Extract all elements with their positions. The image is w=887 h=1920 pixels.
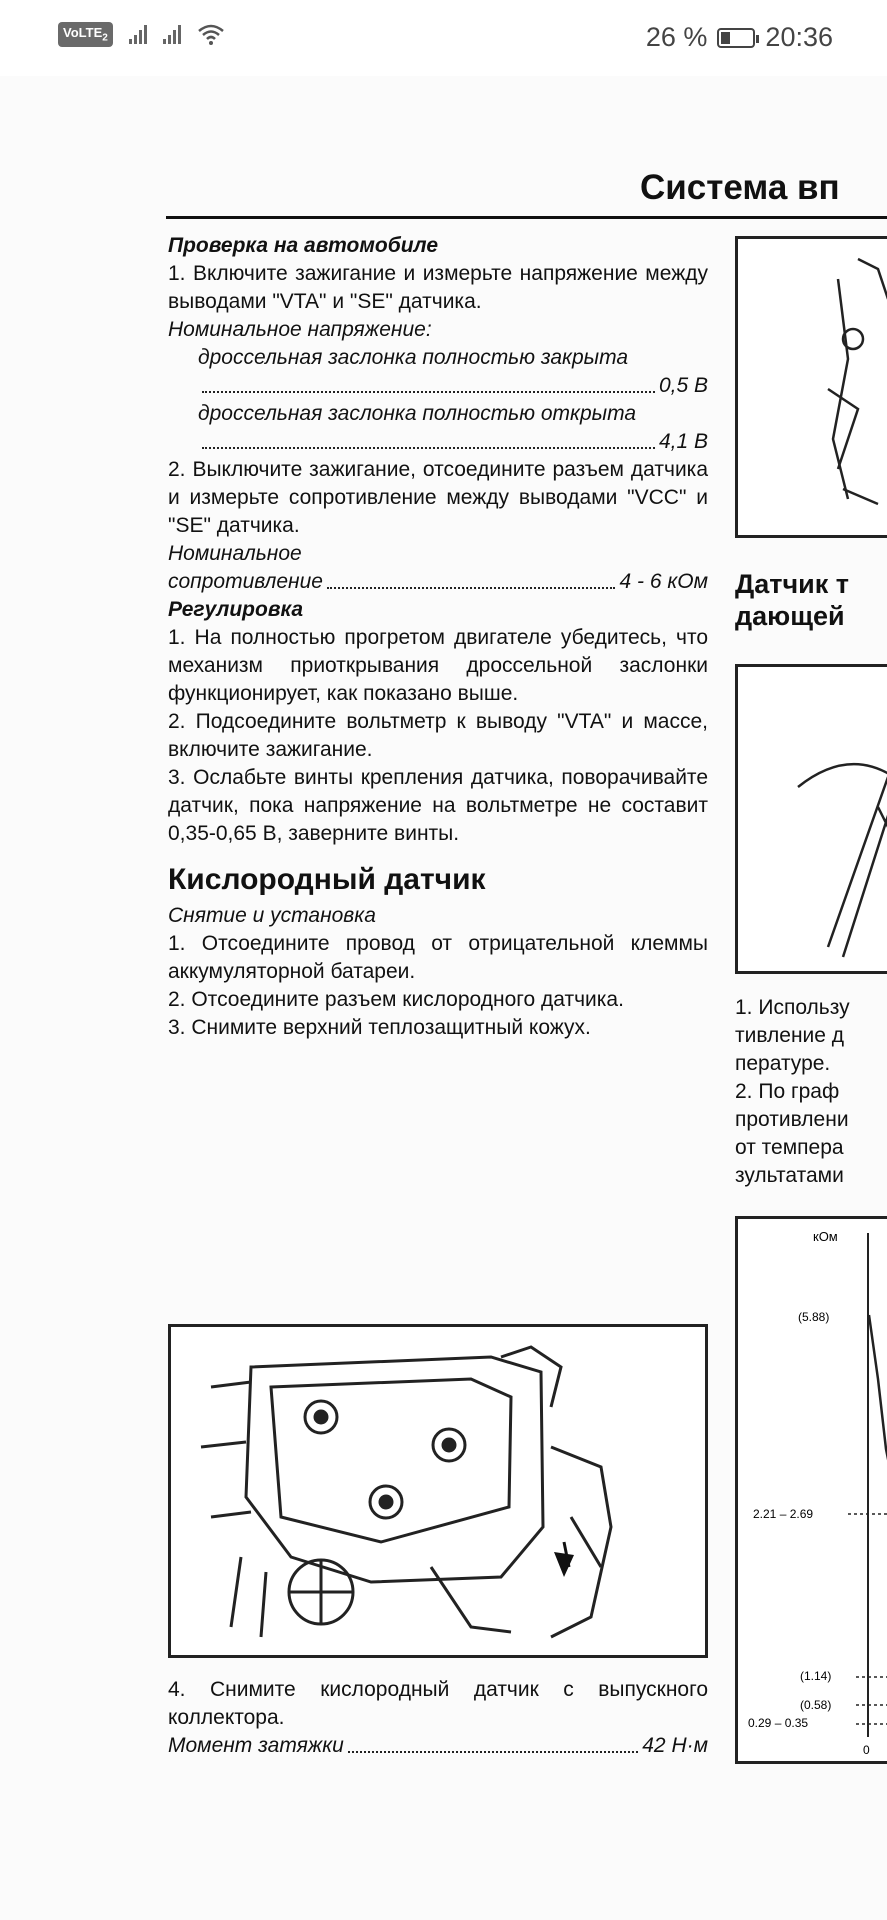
- o2-step-2: 2. Отсоедините разъем кислородного датчика.: [168, 988, 624, 1011]
- right-line-3: пературе.: [735, 1052, 831, 1075]
- resistance-label: сопротивление: [168, 570, 323, 593]
- right-text-block: [735, 994, 887, 1190]
- graph-y-label-4: (0.58): [800, 1698, 832, 1712]
- title-rule: [166, 216, 887, 219]
- right-line-7: зультатами: [735, 1164, 844, 1187]
- graph-y-label-2: 2.21 – 2.69: [753, 1507, 814, 1521]
- status-bar: [0, 0, 887, 76]
- graph-y-label-3: (1.14): [800, 1669, 832, 1683]
- open-value: 4,1 В: [658, 430, 708, 453]
- right-line-6: от темпера: [735, 1136, 844, 1159]
- document-page[interactable]: [0, 76, 887, 1920]
- resistance-graph: [735, 1216, 887, 1764]
- graph-x-label: 0: [863, 1743, 870, 1757]
- resistance-value: 4 - 6 кОм: [619, 570, 708, 593]
- sensor-drawing: [738, 239, 887, 537]
- graph-y-label-1: (5.88): [798, 1310, 830, 1324]
- status-left: [58, 22, 225, 47]
- check-step-2: 2. Выключите зажигание, отсоедините разъем датчика и измерьте сопротивление между выводами "VCC" и "SE" датчика.: [168, 458, 708, 537]
- adjust-step-2: 2. Подсоедините вольтметр к выводу "VTA" и массе, включите зажигание.: [168, 710, 708, 761]
- resistance-spec: [168, 568, 708, 596]
- graph-svg: [738, 1219, 887, 1763]
- nominal-resistance-label: Номинальное: [168, 542, 302, 565]
- right-line-2: тивление д: [735, 1024, 845, 1047]
- signal-sim1-icon: [129, 24, 147, 44]
- temp-sensor-illustration: [735, 664, 887, 974]
- graph-unit: кОм: [813, 1229, 838, 1244]
- open-label: дроссельная заслонка полностью открыта: [198, 402, 637, 425]
- signal-sim2-icon: [163, 24, 181, 44]
- engine-drawing: [171, 1327, 705, 1655]
- right-line-4: 2. По граф: [735, 1080, 840, 1103]
- closed-label: дроссельная заслонка полностью закрыта: [198, 346, 629, 369]
- o2-step-3: 3. Снимите верхний теплозащитный кожух.: [168, 1016, 591, 1039]
- status-right: [646, 22, 833, 53]
- temp-sensor-heading-1: Датчик т: [735, 569, 849, 599]
- engine-illustration: [168, 1324, 708, 1658]
- o2-step-4: 4. Снимите кислородный датчик с выпускного коллектора.: [168, 1678, 708, 1729]
- left-column: [168, 232, 708, 1042]
- battery-icon: [717, 28, 755, 48]
- volte-icon: [58, 22, 113, 47]
- volte-label: VoLTE: [63, 25, 103, 40]
- graph-y-label-5: 0.29 – 0.35: [748, 1716, 809, 1730]
- adjust-step-1: 1. На полностью прогретом двигателе убедитесь, что механизм приоткрывания дроссельной заслонки функционирует, как показано выше.: [168, 626, 708, 705]
- adjust-heading: Регулировка: [168, 598, 304, 621]
- o2-sensor-heading: Кислородный датчик: [168, 863, 486, 896]
- wifi-icon: [197, 23, 225, 45]
- adjust-step-3: 3. Ослабьте винты крепления датчика, поворачивайте датчик, пока напряжение на вольтметре не составит 0,35-0,65 В, заверните винты.: [168, 766, 708, 845]
- volte-sim: 2: [102, 32, 108, 44]
- left-column-bottom: [168, 1676, 708, 1760]
- check-heading: Проверка на автомобиле: [168, 234, 439, 257]
- sensor-illustration: [735, 236, 887, 538]
- battery-percent: 26 %: [645, 22, 708, 52]
- right-line-5: противлени: [735, 1108, 849, 1131]
- right-line-1: 1. Использу: [735, 996, 850, 1019]
- nominal-voltage-label: Номинальное напряжение:: [168, 318, 432, 341]
- voltage-spec-open: [168, 400, 708, 456]
- clock: 20:36: [765, 22, 833, 52]
- o2-subheading: Снятие и установка: [168, 904, 376, 927]
- closed-value: 0,5 В: [658, 374, 708, 397]
- torque-spec: [168, 1732, 708, 1760]
- page-title: Система вп: [640, 168, 840, 207]
- check-step-1: 1. Включите зажигание и измерьте напряжение между выводами "VTA" и "SE" датчика.: [168, 262, 708, 313]
- voltage-spec-closed: [168, 344, 708, 400]
- temp-sensor-drawing: [738, 667, 887, 973]
- torque-label: Момент затяжки: [168, 1734, 344, 1757]
- o2-step-1: 1. Отсоедините провод от отрицательной клеммы аккумуляторной батареи.: [168, 932, 708, 983]
- torque-value: 42 Н·м: [642, 1734, 708, 1757]
- temp-sensor-heading-2: дающей: [735, 601, 845, 631]
